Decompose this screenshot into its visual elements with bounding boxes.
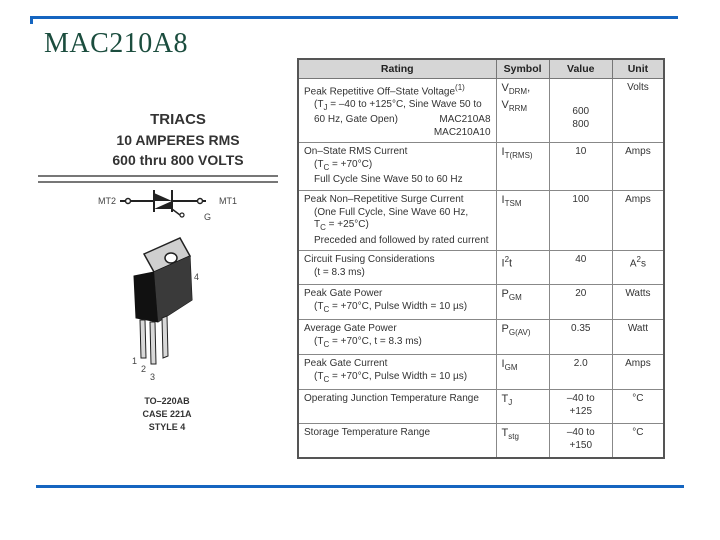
device-heading-block: [60, 110, 296, 170]
symbol-cell: $I_{T(RMS)}$: [496, 143, 549, 191]
to220-package-icon: [118, 236, 208, 376]
table-row: [298, 285, 664, 320]
divider-upper: [38, 175, 278, 177]
symbol-cell: $I_{GM}$: [496, 355, 549, 390]
rating-cell: Peak Gate Power ($T_C = +70^\circ C$, Pulse Width = 10 µs): [298, 285, 496, 320]
table-row: [298, 390, 664, 424]
value-cell: 2.0: [549, 355, 612, 390]
bottom-rule: [36, 485, 684, 488]
value-cell: 600 800: [549, 79, 612, 143]
header-rating: Rating: [298, 59, 496, 79]
pin-label-2: 2: [141, 364, 147, 374]
rating-cell: On–State RMS Current $(T_C = +70^\circ C)$ Full Cycle Sine Wave 50 to 60 Hz: [298, 143, 496, 191]
pin-label-mt1: MT1: [219, 196, 237, 206]
max-ratings-table: [297, 58, 665, 459]
unit-cell: °C: [612, 424, 664, 458]
slide-title: MAC210A8: [44, 28, 189, 59]
divider-lower: [38, 181, 278, 183]
value-cell: 20: [549, 285, 612, 320]
device-voltage-range: 600 thru 800 VOLTS: [112, 152, 244, 168]
symbol-cell: $V_{DRM}$, $V_{RRM}$: [496, 79, 549, 143]
package-case: CASE 221A: [142, 409, 192, 419]
device-heading: TRIACS: [150, 111, 206, 128]
symbol-cell: $P_{G(AV)}$: [496, 320, 549, 355]
table-row: [298, 191, 664, 251]
symbol-cell: $T_{stg}$: [496, 424, 549, 458]
package-label: [112, 395, 222, 434]
value-cell: 10: [549, 143, 612, 191]
top-rule-tick: [30, 16, 33, 24]
rating-cell: Circuit Fusing Considerations (t = 8.3 ms): [298, 251, 496, 285]
table-row: [298, 424, 664, 458]
triac-schematic-icon: [120, 186, 210, 218]
unit-cell: $A^2s$: [612, 251, 664, 285]
value-cell: 0.35: [549, 320, 612, 355]
rating-cell: Peak Gate Current ($T_C = +70^\circ C$, Pulse Width = 10 µs): [298, 355, 496, 390]
value-cell: 40: [549, 251, 612, 285]
unit-cell: °C: [612, 390, 664, 424]
unit-cell: Amps: [612, 355, 664, 390]
pin-label-1: 1: [132, 356, 138, 366]
top-rule: [30, 16, 678, 19]
rating-cell: Operating Junction Temperature Range: [298, 390, 496, 424]
value-cell: 100: [549, 191, 612, 251]
table-row: [298, 79, 664, 143]
device-current-rating: 10 AMPERES RMS: [116, 132, 240, 148]
header-unit: Unit: [612, 59, 664, 79]
table-row: [298, 320, 664, 355]
table-row: [298, 251, 664, 285]
header-value: Value: [549, 59, 612, 79]
unit-cell: Watts: [612, 285, 664, 320]
value-cell: –40 to +150: [549, 424, 612, 458]
rating-cell: Peak Non–Repetitive Surge Current (One Full Cycle, Sine Wave 60 Hz, $T_C = +25^\circ C$) Preceded and followed by rated current: [298, 191, 496, 251]
header-symbol: Symbol: [496, 59, 549, 79]
unit-cell: Watt: [612, 320, 664, 355]
pin-label-mt2: MT2: [98, 196, 116, 206]
pin-label-3: 3: [150, 372, 156, 382]
value-cell: –40 to +125: [549, 390, 612, 424]
pin-label-tab: 4: [194, 272, 200, 282]
symbol-cell: $I_{TSM}$: [496, 191, 549, 251]
unit-cell: Amps: [612, 143, 664, 191]
symbol-cell: $I^2t$: [496, 251, 549, 285]
rating-cell: Average Gate Power ($T_C = +70^\circ C$, t = 8.3 ms): [298, 320, 496, 355]
table-row: [298, 143, 664, 191]
package-style: STYLE 4: [148, 422, 186, 432]
unit-cell: Volts: [612, 79, 664, 143]
rating-cell: Peak Repetitive Off–State Voltage$^{(1)}$ ($T_J = -40$ to +125°C, Sine Wave 50 to 60 Hz, Gate Open) MAC210A8 MAC210A10: [298, 79, 496, 143]
symbol-cell: $P_{GM}$: [496, 285, 549, 320]
package-name: TO–220AB: [144, 396, 190, 406]
table-row: [298, 355, 664, 390]
symbol-cell: $T_J$: [496, 390, 549, 424]
rating-cell: Storage Temperature Range: [298, 424, 496, 458]
unit-cell: Amps: [612, 191, 664, 251]
table-header-row: [298, 59, 664, 79]
pin-label-gate: G: [204, 212, 212, 222]
